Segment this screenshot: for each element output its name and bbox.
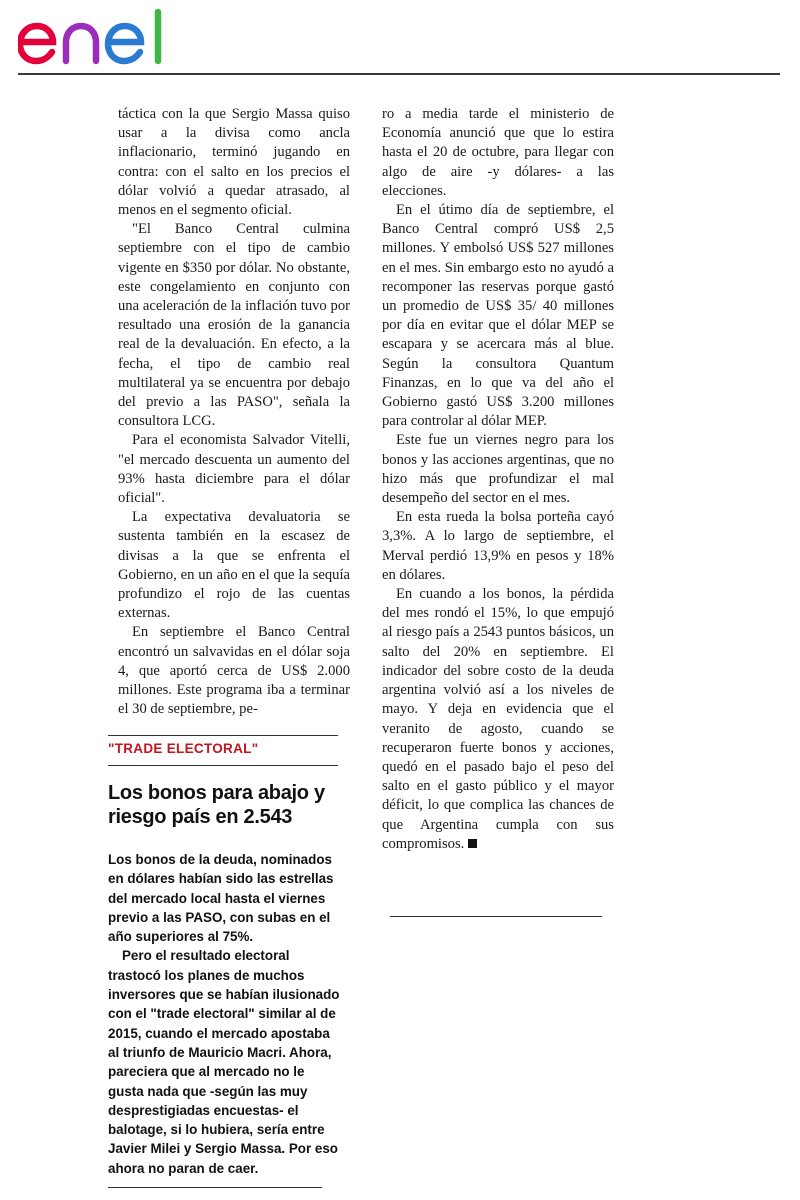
sidebar-tag-rule	[108, 765, 338, 766]
sidebar-bottom-rule	[108, 1187, 322, 1188]
article-paragraph: La expectativa devaluatoria se sustenta también en la escasez de divisas a la que se enfrenta el Gobierno, en un año en el que la sequía profundizo el rojo de las cuentas externas.	[118, 509, 350, 622]
article-paragraph: ro a media tarde el ministerio de Economía anunció que que lo estira hasta el 20 de octubre, para llegar con algo de aire -y dólares- a las elecciones.	[382, 106, 614, 199]
header-rule	[18, 73, 780, 75]
article-paragraph: En septiembre el Banco Central encontró un salvavidas en el dólar soja 4, que aportó cerca de US$ 2.000 millones. Este programa iba a terminar el 30 de septiembre, pe-	[118, 624, 350, 718]
sidebar-title: Los bonos para abajo y riesgo país en 2.543	[108, 782, 325, 828]
article-left-column	[118, 105, 350, 720]
sidebar-paragraph: Pero el resultado electoral trastocó los planes de muchos inversores que se habían ilusionado con el "trade electoral" similar al de 2015, cuando el mercado apostaba al triunfo de Mauricio Macri. Ahora, pareciera que al mercado no le gusta nada que -según las muy desprestigiadas encuestas- el balotage, si lo hubiera, sería entre Javier Milei y Sergio Massa. Por eso ahora no paran de caer.	[108, 948, 340, 1176]
enel-logo	[18, 8, 180, 66]
article-end-rule	[390, 916, 602, 917]
article-paragraph: En esta rueda la bolsa porteña cayó 3,3%. A lo largo de septiembre, el Merval perdió 13,9% en pesos y 18% en dólares.	[382, 509, 614, 583]
sidebar-paragraph: Los bonos de la deuda, nominados en dólares habían sido las estrellas del mercado local hasta el viernes previo a las PASO, con subas en el año superiores al 75%.	[108, 852, 334, 945]
sidebar-top-rule	[108, 735, 338, 736]
article-right-column	[382, 105, 614, 854]
article-paragraph: En el útimo día de septiembre, el Banco Central compró US$ 2,5 millones. Y embolsó US$ 527 millones en el mes. Sin embargo esto no ayudó a recomponer las reservas porque gastó un promedio de US$ 35/ 40 millones por día en evitar que el dólar MEP se escapara y se acercara más al blue. Según la consultora Quantum Finanzas, en lo que va del año el Gobierno gastó US$ 3.200 millones para controlar al dólar MEP.	[382, 202, 614, 430]
article-paragraph: Para el economista Salvador Vitelli, "el mercado descuenta un aumento del 93% hasta diciembre para el dólar oficial".	[118, 432, 350, 507]
article-paragraph: "El Banco Central culmina septiembre con el tipo de cambio vigente en $350 por dólar. No obstante, este congelamiento en conjunto con una aceleración de la inflación tuvo por resultado una erosión de la ganancia real de la devaluación. En efecto, a la fecha, el tipo de cambio real multilateral ya se encuentra por debajo del previo a las PASO", señala la consultora LCG.	[118, 221, 350, 430]
sidebar-body	[108, 850, 340, 1178]
end-of-article-mark	[468, 839, 477, 848]
sidebar-tag: "TRADE ELECTORAL"	[108, 741, 259, 756]
article-paragraph-text: En cuando a los bonos, la pérdida del mes rondó el 15%, lo que empujó al riesgo país a 2543 puntos básicos, un salto del 20% en septiembre. El indicador del sobre costo de la deuda argentina volvió así a los niveles de mayo. Y deja en evidencia que el veranito de agosto, cuando se recuperaron fuerte bonos y acciones, quedó en el pasado bajo el peso del salto en el gasto público y el mayor déficit, lo que complica las chances de que Argentina cumpla con sus compromisos.	[382, 586, 614, 852]
article-paragraph	[382, 585, 614, 854]
article-paragraph: táctica con la que Sergio Massa quiso usar a la divisa como ancla inflacionario, terminó jugando en contra: con el salto en los precios el dólar volvió a quedar atrasado, al menos en el segmento oficial.	[118, 106, 350, 219]
article-paragraph: Este fue un viernes negro para los bonos y las acciones argentinas, que no hizo más que profundizar el mal desempeño del sector en el mes.	[382, 432, 614, 507]
